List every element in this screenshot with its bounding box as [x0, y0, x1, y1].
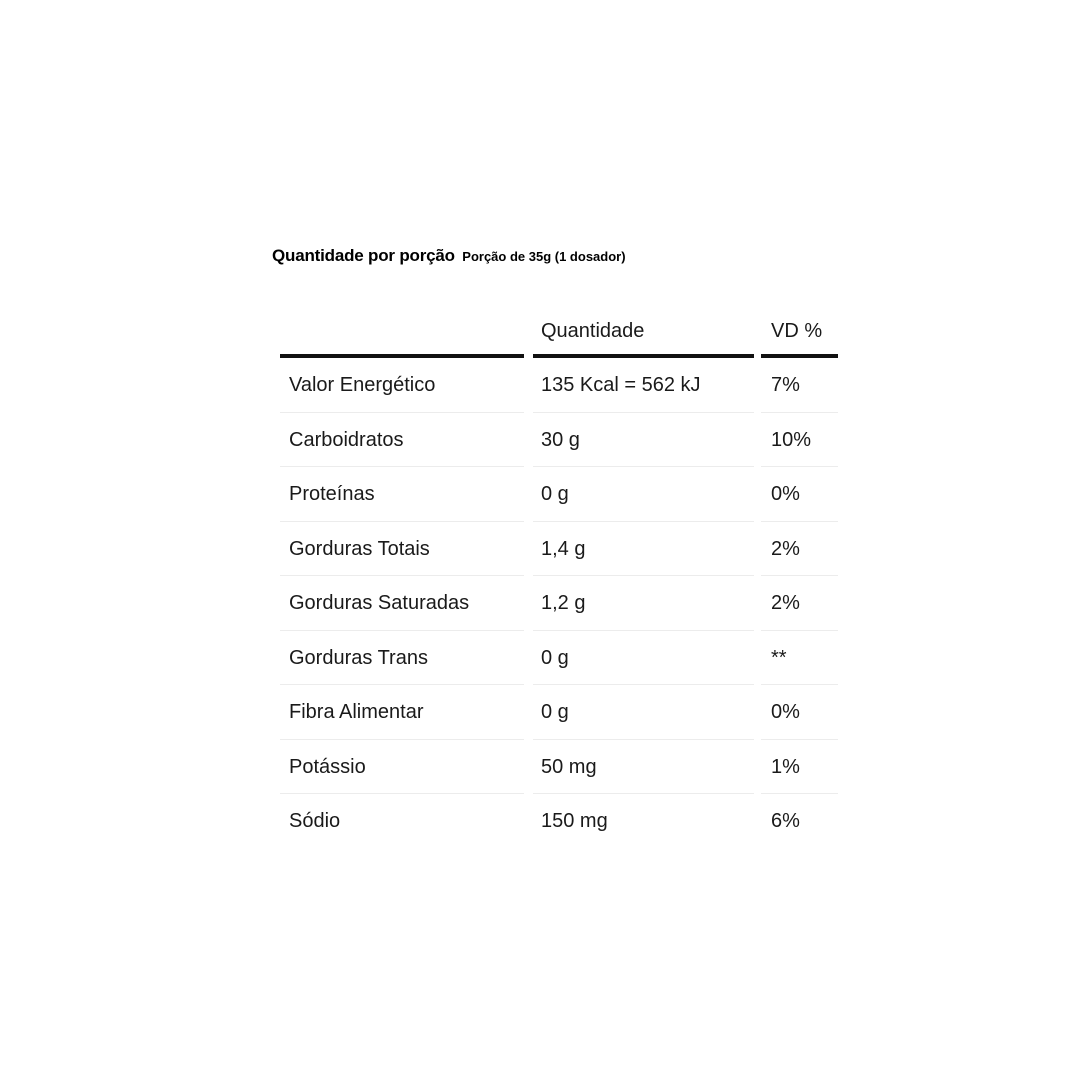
nutrient-name: Gorduras Trans — [289, 646, 428, 669]
table-row — [280, 413, 838, 468]
nutrition-table — [280, 308, 838, 849]
table-row — [280, 740, 838, 795]
table-row — [280, 358, 838, 413]
table-row — [280, 794, 838, 849]
nutrient-name: Gorduras Saturadas — [289, 592, 470, 614]
table-row — [280, 522, 838, 577]
table-row — [280, 631, 838, 686]
header-amount: Quantidade — [541, 320, 645, 342]
nutrient-amount: 1,2 g — [541, 592, 586, 614]
table-row — [280, 685, 838, 740]
nutrition-heading — [272, 246, 626, 266]
nutrient-name: Fibra Alimentar — [289, 701, 424, 723]
table-row — [280, 576, 838, 631]
portion-size: Porção de 35g (1 dosador) — [462, 249, 626, 264]
nutrient-daily-value: 7% — [771, 374, 800, 396]
nutrient-daily-value: 6% — [771, 810, 800, 832]
nutrient-name: Potássio — [289, 755, 366, 778]
table-row — [280, 467, 838, 522]
nutrient-daily-value: 1% — [771, 755, 800, 778]
nutrient-name: Sódio — [289, 810, 341, 832]
nutrient-daily-value: 10% — [771, 428, 812, 451]
nutrient-amount: 0 g — [541, 701, 569, 723]
nutrient-amount: 0 g — [541, 483, 569, 505]
nutrient-name: Valor Energético — [289, 374, 436, 396]
nutrient-daily-value: 2% — [771, 592, 800, 614]
nutrient-daily-value: 0% — [771, 483, 800, 505]
nutrient-amount: 30 g — [541, 428, 580, 451]
nutrient-daily-value: 0% — [771, 701, 800, 723]
nutrient-daily-value: 2% — [771, 537, 800, 560]
nutrient-amount: 1,4 g — [541, 537, 586, 560]
nutrient-amount: 0 g — [541, 646, 569, 669]
nutrient-name: Carboidratos — [289, 428, 404, 451]
nutrient-amount: 150 mg — [541, 810, 608, 832]
table-body — [280, 358, 838, 849]
header-daily-value: VD % — [771, 320, 823, 342]
nutrient-amount: 50 mg — [541, 755, 597, 778]
nutrient-name: Gorduras Totais — [289, 537, 430, 560]
nutrient-amount: 135 Kcal = 562 kJ — [541, 374, 701, 396]
nutrient-name: Proteínas — [289, 483, 375, 505]
nutrient-daily-value: ** — [771, 646, 787, 669]
table-header — [280, 308, 838, 358]
heading-title: Quantidade por porção — [272, 246, 455, 265]
